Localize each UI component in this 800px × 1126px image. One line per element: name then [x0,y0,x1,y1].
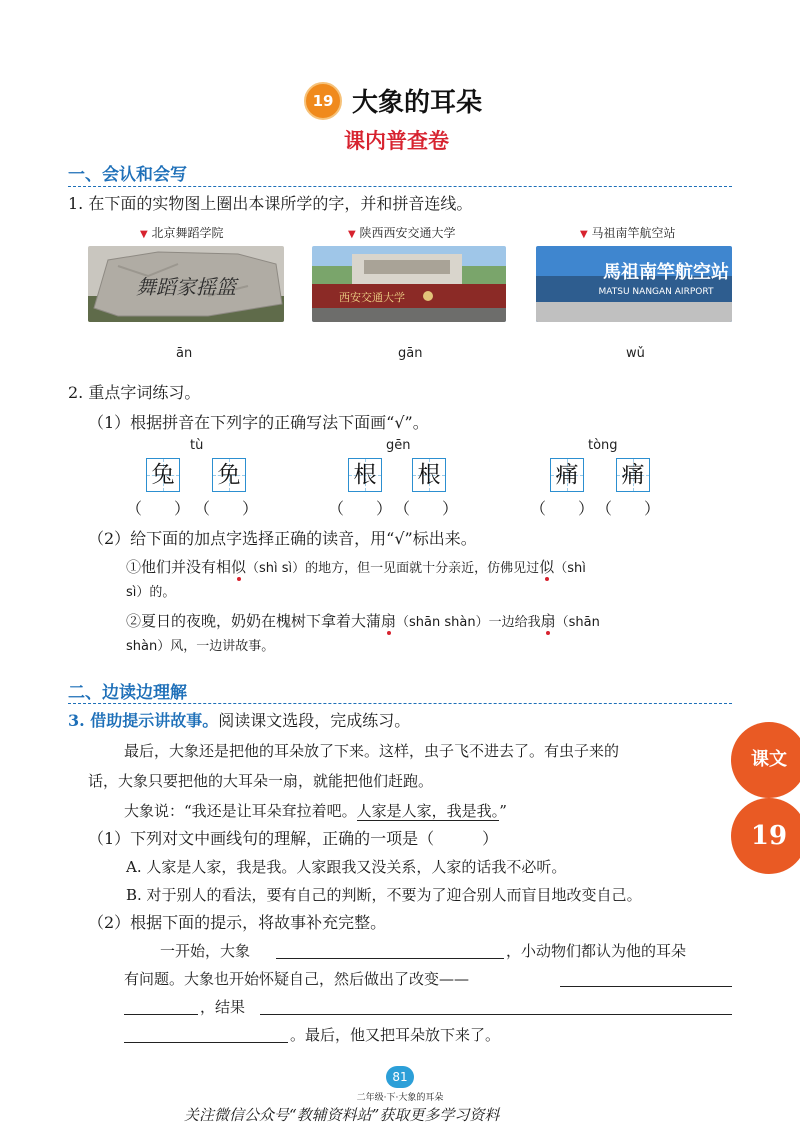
answer-blank[interactable] [124,1042,288,1043]
answer-blank[interactable] [260,1014,732,1015]
reading-item-2-line-1: ②夏日的夜晚，奶奶在槐树下拿着大蒲扇（shān shàn）一边给我扇（shān [126,612,600,630]
photo-nangan-airport [536,246,732,322]
triangle-marker-icon: ▼ [348,229,356,240]
char-group-2-pinyin: gēn [386,438,411,453]
fill-line-2: 有问题。大象也开始怀疑自己，然后做出了改变—— [124,970,470,988]
page-title: 大象的耳朵 [352,88,483,118]
question-3-part-1-text: （1）下列对文中画线句的理解，正确的一项是（ ） [88,829,499,848]
dotted-char: 似 [539,558,555,576]
question-3-text: 3. 借助提示讲故事。阅读课文选段，完成练习。 [68,711,411,730]
char-box: 根 [348,458,382,492]
underlined-sentence: 人家是人家，我是我。 [356,802,500,820]
pinyin-option-3: wǔ [626,346,645,361]
question-3-part-2-text: （2）根据下面的提示，将故事补充完整。 [88,913,387,932]
photo-xian-jiaotong-university [312,246,506,322]
question-1-text: 1. 在下面的实物图上圈出本课所学的字，并和拼音连线。 [68,194,473,213]
reading-item-1-line-1: ①他们并没有相似（shì sì）的地方，但一见面就十分亲近，仿佛见过似（shì [126,558,586,576]
question-2-text: 2. 重点字词练习。 [68,383,201,402]
fill-line-3: ，结果 [200,998,246,1016]
passage-line-3: 大象说：“我还是让耳朵耷拉着吧。人家是人家，我是我。” [124,802,507,820]
photo-caption-1: ▼ 北京舞蹈学院 [140,226,224,240]
dotted-char: 扇 [381,612,397,630]
question-3-label: 3. 借助提示讲故事。 [68,711,219,730]
fill-line-1a: 一开始，大象 [160,942,251,960]
char-box: 免 [212,458,246,492]
char-group-1-pinyin: tù [190,438,204,453]
footer-caption: 二年级·下·大象的耳朵 [356,1093,444,1103]
photo-sign-text: 舞蹈家摇篮 [136,275,236,299]
section-heading-2: 二、边读边理解 [68,683,187,703]
photo-sign-text: 西安交通大学 [339,291,405,304]
passage-line-2: 话，大象只要把他的大耳朵一扇，就能把他们赶跑。 [88,772,434,790]
char-box: 痛 [616,458,650,492]
answer-paren[interactable]: （ ） [126,499,191,518]
photo-caption-3: ▼ 马祖南竿航空站 [580,226,676,240]
answer-blank[interactable] [560,986,732,987]
photo-caption-2: ▼ 陕西西安交通大学 [348,226,456,240]
option-b[interactable]: B. 对于别人的看法，要有自己的判断，不要为了迎合别人而盲目地改变自己。 [126,886,642,904]
reading-item-1-line-2: sì）的。 [126,585,176,600]
lesson-number-badge: 19 [304,82,342,120]
photo-sign-text: 馬祖南竿航空站 [603,262,729,283]
char-group-3-pinyin: tòng [588,438,618,453]
side-tab-number: 19 [731,798,800,874]
dotted-char: 扇 [540,612,556,630]
photo-dance-academy-stone [88,246,284,322]
answer-paren[interactable]: （ ） [394,499,459,518]
fill-line-4: 。最后，他又把耳朵放下来了。 [290,1026,501,1044]
footer-watermark: 关注微信公众号“教辅资料站”获取更多学习资料 [184,1106,500,1124]
reading-item-2-line-2: shàn）风，一边讲故事。 [126,639,275,654]
triangle-marker-icon: ▼ [580,229,588,240]
answer-blank[interactable] [276,958,504,959]
char-box: 痛 [550,458,584,492]
photo-sign-text-en: MATSU NANGAN AIRPORT [598,287,714,297]
answer-paren[interactable]: （ ） [194,499,259,518]
question-2-part-1-text: （1）根据拼音在下列字的正确写法下面画“√”。 [88,413,429,432]
side-tab-label: 课文 [731,722,800,798]
answer-paren[interactable]: （ ） [596,499,661,518]
fill-line-1b: ，小动物们都认为他的耳朵 [506,942,687,960]
pinyin-option-2: gān [398,346,423,361]
question-2-part-2-text: （2）给下面的加点字选择正确的读音，用“√”标出来。 [88,529,477,548]
page-number: 81 [386,1066,414,1088]
char-box: 根 [412,458,446,492]
passage-line-1: 最后，大象还是把他的耳朵放了下来。这样，虫子飞不进去了。有虫子来的 [124,742,620,760]
answer-blank[interactable] [124,1014,198,1015]
page-subtitle: 课内普查卷 [344,128,449,153]
char-box: 兔 [146,458,180,492]
answer-paren[interactable]: （ ） [328,499,393,518]
dotted-char: 似 [231,558,247,576]
option-a[interactable]: A. 人家是人家，我是我。人家跟我又没关系，人家的话我不必听。 [126,858,567,876]
section-heading-1: 一、会认和会写 [68,165,187,185]
section-divider [68,703,732,704]
triangle-marker-icon: ▼ [140,229,148,240]
section-divider [68,186,732,187]
answer-paren[interactable]: （ ） [530,499,595,518]
pinyin-option-1: ān [176,346,193,361]
